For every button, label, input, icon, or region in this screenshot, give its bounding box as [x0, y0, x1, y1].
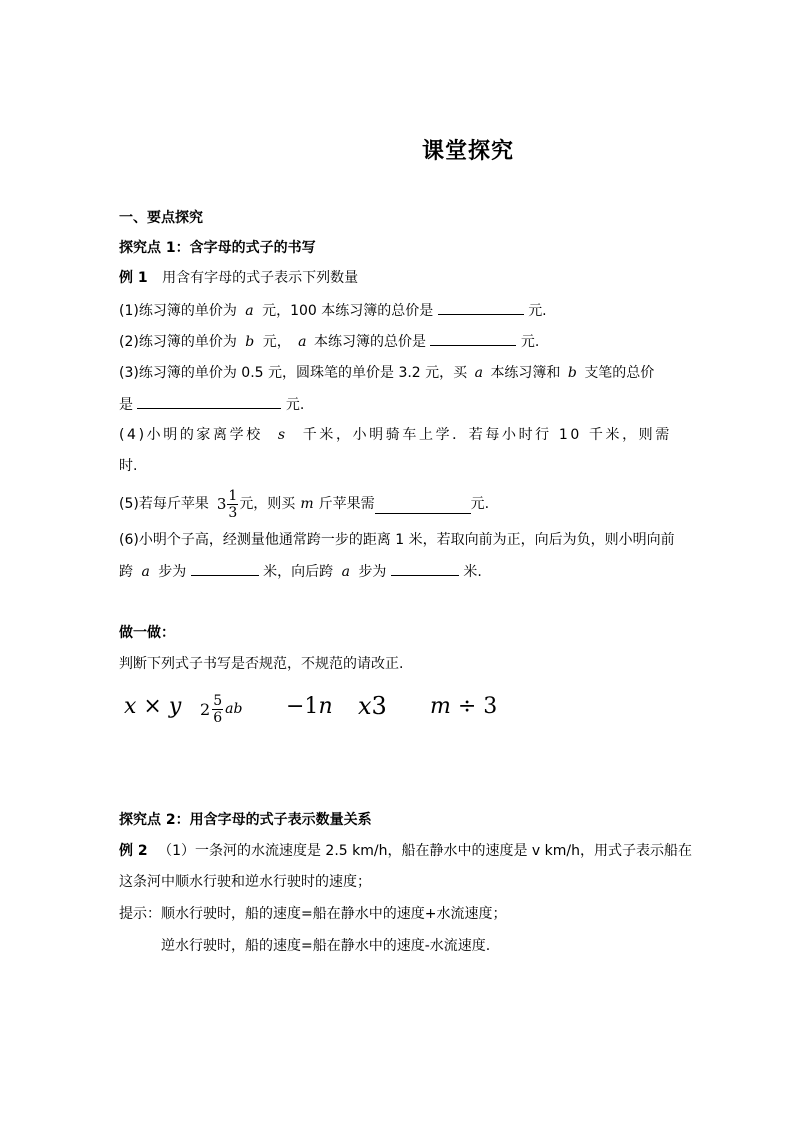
q5-whole: 3 — [216, 495, 227, 513]
example2 — [119, 841, 692, 861]
example2-line2: 这条河中顺水行驶和逆水行驶时的速度； — [119, 874, 371, 890]
try-heading: 做一做： — [119, 625, 175, 641]
question-1 — [119, 300, 547, 321]
expr-mixed-fraction — [200, 684, 242, 734]
expr5-var: m — [430, 694, 451, 719]
hint-line2: 逆水行驶时，船的速度=船在静水中的速度-水流速度. — [161, 938, 491, 954]
q3-var2: b — [567, 365, 577, 381]
q6-text: 跨 — [119, 564, 133, 580]
q6-var: a — [141, 564, 150, 580]
expr-neg-1n — [286, 692, 333, 722]
expr-x3 — [358, 690, 387, 722]
question-6: (6)小明个子高，经测量他通常跨一步的距离 1 米，若取向前为正，向后为负，则小明向前 — [119, 532, 675, 548]
example2-label: 例 2 — [119, 843, 148, 859]
q2-text: (2)练习簿的单价为 — [119, 334, 237, 350]
question-5 — [119, 484, 489, 524]
q3-unit: 元. — [285, 397, 305, 413]
q6-var2: a — [341, 564, 350, 580]
expr2-whole: 2 — [200, 699, 211, 719]
hint-line1: 提示：顺水行驶时，船的速度=船在静水中的速度+水流速度； — [119, 906, 507, 922]
q1-var: a — [245, 303, 254, 319]
q2-text-mid: 元， — [262, 334, 291, 350]
answer-blank[interactable] — [391, 561, 459, 576]
page-title: 课堂探究 — [422, 138, 515, 164]
answer-blank[interactable] — [430, 331, 516, 346]
q2-text-mid2: 本练习簿的总价是 — [313, 334, 426, 350]
q5-unit: 元. — [470, 496, 490, 512]
section-heading: 一、要点探究 — [119, 210, 203, 226]
question-3 — [119, 363, 654, 383]
q3-var: a — [474, 365, 483, 381]
expr2-vars: ab — [225, 701, 243, 717]
q5-text-mid: 元，则买 — [239, 496, 296, 512]
question-4 — [119, 425, 672, 445]
q1-unit: 元. — [528, 303, 547, 319]
try-text: 判断下列式子书写是否规范，不规范的请改正. — [119, 656, 404, 672]
answer-blank[interactable] — [375, 499, 471, 514]
fraction-numerator: 1 — [228, 487, 238, 504]
expr4-num: 3 — [371, 692, 387, 720]
answer-blank[interactable] — [438, 300, 524, 315]
question-4-line2: 时. — [119, 458, 138, 474]
q5-text-mid2: 斤苹果需 — [318, 496, 375, 512]
q5-var: m — [300, 496, 314, 512]
q2-var2: a — [298, 334, 307, 350]
q2-var: b — [245, 334, 255, 350]
expr-x-times-y: x × y — [124, 694, 182, 719]
question-6-line2 — [119, 561, 482, 582]
q2-unit: 元. — [520, 334, 540, 350]
answer-blank[interactable] — [137, 394, 281, 409]
fraction-numerator: 5 — [213, 692, 223, 709]
fraction-denominator: 6 — [213, 709, 223, 726]
q6-text-mid3: 步为 — [358, 564, 387, 580]
q6-text-mid: 步为 — [158, 564, 187, 580]
example1 — [119, 268, 358, 288]
expr2-fraction — [212, 693, 223, 726]
q1-text: (1)练习簿的单价为 — [119, 303, 237, 319]
expr4-var: x — [358, 692, 372, 720]
q4-var: s — [277, 427, 288, 443]
q6-text-mid2: 米，向后跨 — [263, 564, 334, 580]
q5-text: (5)若每斤苹果 — [119, 496, 209, 512]
point1-heading: 探究点 1：含字母的式子的书写 — [119, 240, 316, 256]
q5-fraction — [227, 488, 238, 521]
expr-m-div-3 — [430, 692, 497, 722]
q3-text: (3)练习簿的单价为 0.5 元，圆珠笔的单价是 3.2 元，买 — [119, 365, 468, 381]
point2-heading: 探究点 2：用含字母的式子表示数量关系 — [119, 812, 372, 828]
q3-text-mid: 本练习簿和 — [490, 365, 561, 381]
example1-text: 用含有字母的式子表示下列数量 — [162, 270, 359, 286]
fraction-denominator: 3 — [228, 504, 238, 521]
q4-text-mid: 千米，小明骑车上学．若每小时行 10 千米，则需 — [302, 427, 672, 443]
q4-text: (4)小明的家离学校 — [119, 427, 263, 443]
example1-label: 例 1 — [119, 270, 148, 286]
q3-text-mid2: 支笔的总价 — [584, 365, 655, 381]
question-2 — [119, 331, 539, 352]
expr3-coef: −1 — [286, 694, 319, 719]
question-3-line2 — [119, 394, 304, 415]
example2-text: （1）一条河的水流速度是 2.5 km/h，船在静水中的速度是 v km/h，用式子表示船在 — [158, 843, 693, 859]
q1-text-mid: 元，100 本练习簿的总价是 — [262, 303, 434, 319]
answer-blank[interactable] — [191, 561, 259, 576]
expr3-var: n — [318, 694, 333, 719]
expr5-rest: ÷ 3 — [457, 694, 498, 719]
q6-unit: 米. — [463, 564, 482, 580]
q3-line2-text: 是 — [119, 397, 133, 413]
